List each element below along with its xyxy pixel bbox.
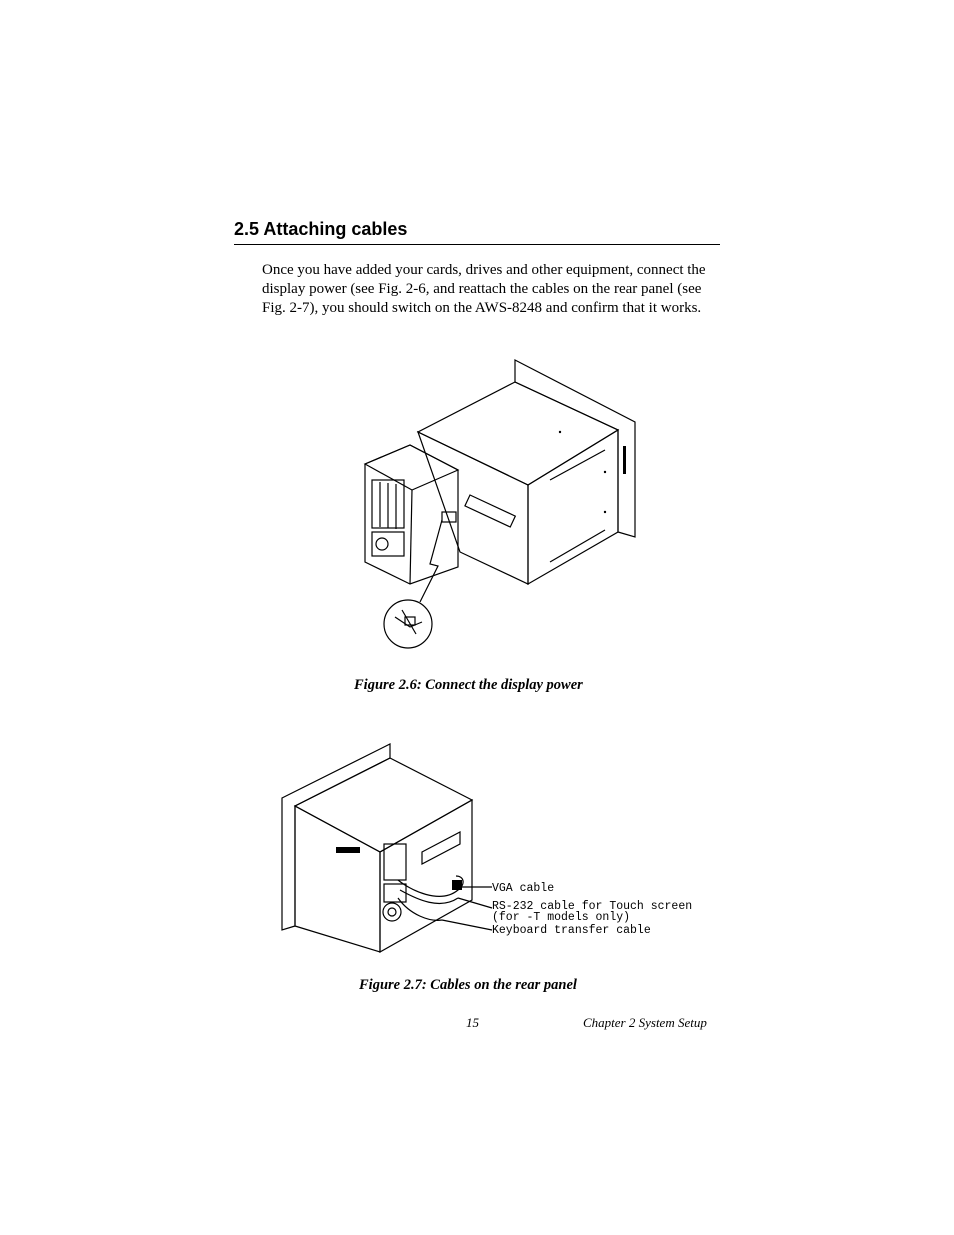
intro-paragraph: Once you have added your cards, drives and other equipment, connect the display power (see Fig. 2-6, and reattach the cables on the rear panel (see Fig. 2-7), you should switch on the AWS-8248 and confirm that it works. [262, 262, 706, 316]
figure-2-6-illustration [350, 352, 650, 657]
section-heading: 2.5 Attaching cables [234, 218, 720, 245]
keyboard-cable-label: Keyboard transfer cable [492, 924, 651, 937]
figure-2-6-caption: Figure 2.6: Connect the display power [354, 677, 583, 693]
figure-2-7-illustration [280, 740, 700, 955]
chapter-title: Chapter 2 System Setup [583, 1015, 707, 1030]
rs232-cable-label: RS-232 cable for Touch screen [492, 900, 693, 913]
page-number: 15 [466, 1015, 479, 1030]
vga-cable-label: VGA cable [492, 882, 555, 895]
rs232-cable-note: (for -T models only) [492, 911, 631, 924]
figure-2-7-caption: Figure 2.7: Cables on the rear panel [359, 977, 577, 993]
